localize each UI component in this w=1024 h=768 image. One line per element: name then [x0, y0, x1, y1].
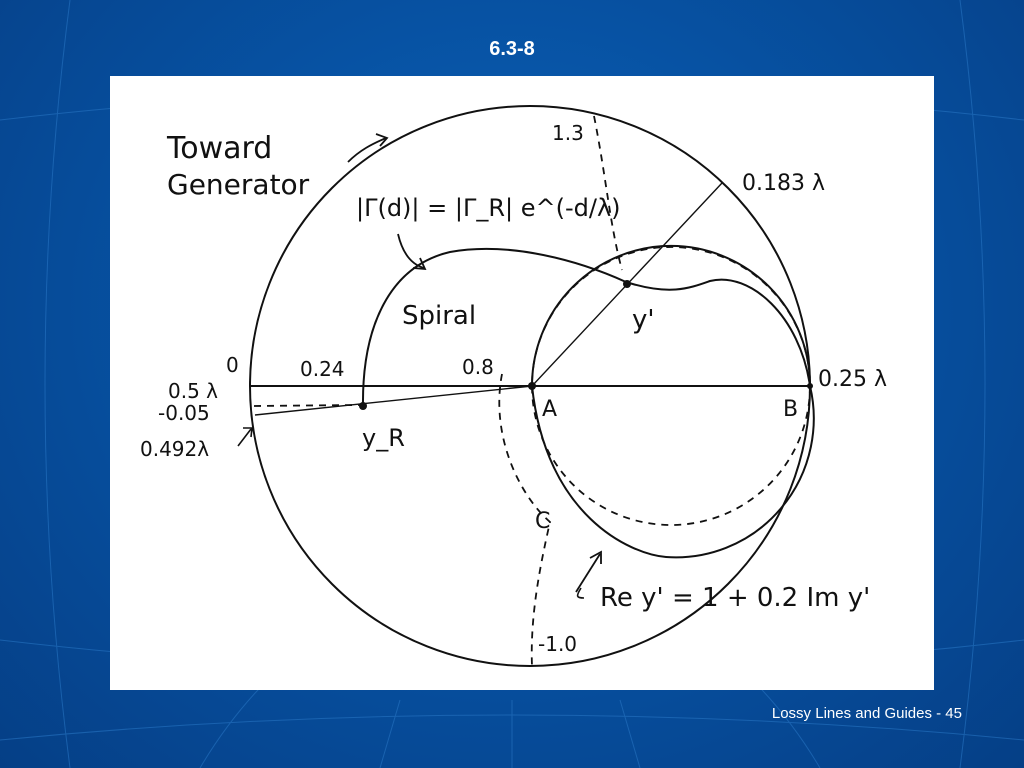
label-formula: |Γ(d)| = |Γ_R| e^(-d/λ): [356, 194, 621, 222]
constant-re-circle: [532, 246, 814, 557]
label-1-3: 1.3: [552, 121, 584, 145]
slide-footer: Lossy Lines and Guides - 45: [771, 705, 962, 722]
label-neg-0-05: -0.05: [158, 401, 210, 425]
dashed-arc-1-3: [594, 116, 622, 270]
label-A: A: [542, 397, 558, 422]
point-y-prime: [623, 280, 631, 288]
label-toward: Toward: [167, 131, 273, 166]
label-B: B: [783, 397, 799, 422]
point-A: [528, 382, 536, 390]
label-neg-1-0: -1.0: [538, 632, 578, 656]
label-re-y: Re y' = 1 + 0.2 Im y': [600, 583, 871, 613]
re-arrow: [576, 554, 600, 592]
label-C: C: [535, 509, 551, 534]
smith-chart-diagram: [110, 76, 934, 690]
label-0-24: 0.24: [300, 357, 345, 381]
label-generator: Generator: [167, 168, 310, 201]
label-zero: 0: [226, 353, 239, 377]
label-0-5-lambda: 0.5 λ: [168, 379, 218, 403]
radial-line-yR: [255, 386, 532, 415]
slide-title: 6.3-8: [489, 38, 535, 60]
smith-chart-figure: [110, 76, 934, 690]
label-y-R: y_R: [362, 424, 405, 452]
label-spiral: Spiral: [402, 301, 477, 331]
point-B: [807, 383, 813, 389]
point-yR: [359, 402, 367, 410]
arrow-0-492: [238, 429, 251, 446]
label-0-492-lambda: 0.492λ: [140, 437, 210, 461]
formula-arrow: [398, 234, 424, 268]
label-y-prime: y': [632, 305, 655, 335]
label-0-8: 0.8: [462, 355, 494, 379]
label-0-25-lambda: 0.25 λ: [818, 367, 887, 392]
label-0-183-lambda: 0.183 λ: [742, 171, 825, 196]
